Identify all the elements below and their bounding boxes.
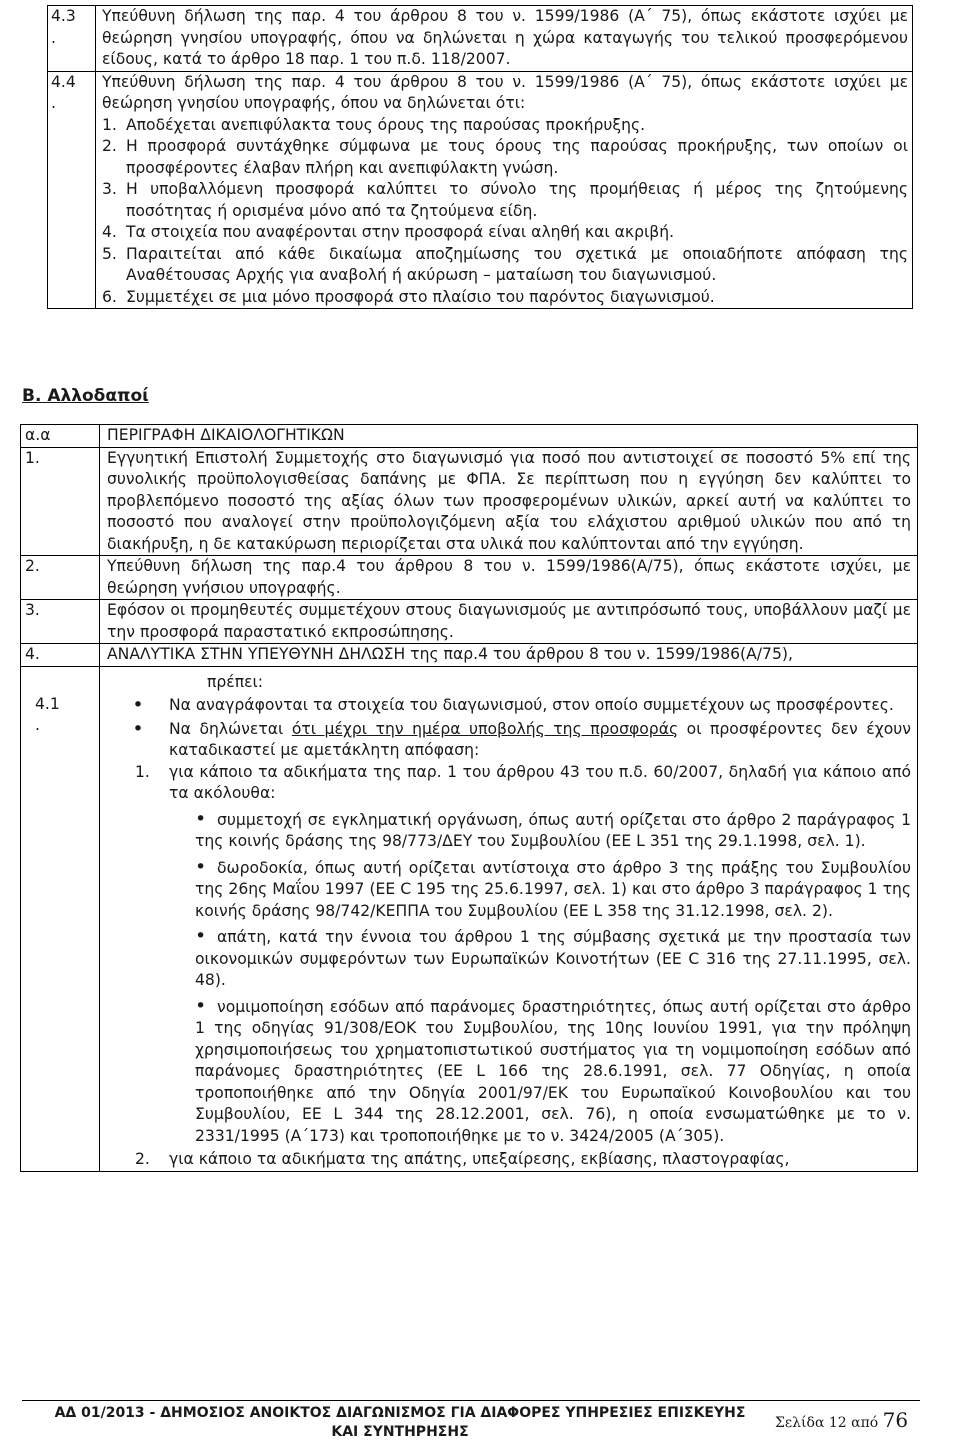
list-text: Τα στοιχεία που αναφέρονται στην προσφορά είναι αληθή και ακριβή. <box>126 223 675 241</box>
list-text: • δωροδοκία, όπως αυτή ορίζεται αντίστοιχα στο άρθρο 3 της πράξης του Συμβουλίου της 26ης Μαΐου 1997 (ΕΕ C 195 της 25.6.1997, σελ. 1) και στο άρθρο 3 παράγραφος 1 της κοινής δράσης 98/742/ΚΕΠΠΑ του Συμβουλίου (ΕΕ L 358 της 31.12.1998, σελ. 2). <box>195 855 911 920</box>
item-body <box>96 71 913 309</box>
item-intro: Υπεύθυνη δήλωση της παρ. 4 του άρθρου 8 του ν. 1599/1986 (Α΄ 75), όπως εκάστοτε ισχύει με θεώρηση γνησίου υπογραφής, όπου να δηλώνεται ότι: <box>102 72 908 112</box>
row-body <box>100 666 918 1171</box>
list-item <box>107 719 911 762</box>
row-text: ΑΝΑΛΥΤΙΚΑ ΣΤΗΝ ΥΠΕΥΘΥΝΗ ΔΗΛΩΣΗ της παρ.4 του άρθρου 8 του ν. 1599/1986(Α/75), <box>100 644 918 667</box>
table-row <box>21 447 918 556</box>
declaration-list <box>102 115 908 309</box>
table-row <box>21 644 918 667</box>
list-text: Η προσφορά συντάχθηκε σύμφωνα με τους όρους της παρούσας προκήρυξης, των οποίων οι προσφέροντες έλαβαν πλήρη και ανεπιφύλακτη γνώση. <box>126 137 908 177</box>
bullet-text: Να αναγράφονται τα στοιχεία του διαγωνισμού, στον οποίο συμμετέχουν ως προσφέροντες. <box>169 696 894 714</box>
row-number: 1. <box>21 447 100 556</box>
list-text: για κάποιο τα αδικήματα της παρ. 1 του άρθρου 43 του π.δ. 60/2007, δηλαδή για κάποιο από τα ακόλουθα: <box>169 762 911 802</box>
documents-table <box>20 424 918 1172</box>
list-item <box>195 996 911 1148</box>
row-text: Εγγυητική Επιστολή Συμμετοχής στο διαγωνισμό για ποσό που αντιστοιχεί σε ποσοστό 5% επί της συνολικής προϋπολογισθείσας δαπάνης με ΦΠΑ. Σε περίπτωση που η εγγύηση δεν καλύπτει το προβλεπόμενο ποσοστό της αξίας όλων των προσφερομένων υλικών, αρκεί αυτή να καλύπτει το ποσοστό που αναλογεί στην προϋπολογιζόμενη αξία του ελάχιστου αριθμού υλικών που από τη διακήρυξη, η δε κατακύρωση περιορίζεται στα υλικά που καλύπτονται από την εγγύηση. <box>100 447 918 556</box>
list-item <box>102 179 908 222</box>
list-item <box>107 695 911 717</box>
bullet-icon: • <box>195 925 207 947</box>
row-prefix: πρέπει: <box>207 672 264 691</box>
table-row <box>21 666 918 1171</box>
table-row <box>48 71 913 309</box>
list-item <box>102 136 908 179</box>
header-description: ΠΕΡΙΓΡΑΦΗ ΔΙΚΑΙΟΛΟΓΗΤΙΚΩΝ <box>100 425 918 448</box>
list-number: 4. <box>102 223 117 241</box>
list-text: • συμμετοχή σε εγκληματική οργάνωση, όπως αυτή ορίζεται στο άρθρο 2 παράγραφος 1 της κοινής δράσης της 98/773/ΔΕΥ του Συμβουλίου (ΕΕ L 351 της 29.1.1998, σελ. 1). <box>195 807 911 850</box>
item-number: 4.4 . <box>48 71 96 309</box>
bullet-icon: • <box>195 994 207 1017</box>
row-number: 4.1 . <box>21 666 100 1171</box>
table-row <box>21 556 918 600</box>
list-number: 2. <box>102 137 117 155</box>
list-number: 3. <box>102 180 117 198</box>
list-item <box>102 244 908 287</box>
bullet-icon: • <box>132 694 144 716</box>
page-footer <box>0 1400 960 1446</box>
bullet-icon: • <box>195 807 207 830</box>
table-row <box>48 6 913 72</box>
list-item <box>102 287 908 309</box>
footer-divider <box>22 1400 920 1401</box>
list-item <box>102 222 908 244</box>
bullet-text: Να δηλώνεται ότι μέχρι την ημέρα υποβολής της προσφοράς οι προσφέροντες δεν έχουν καταδικαστεί με αμετάκλητη απόφαση: <box>169 719 911 759</box>
list-item <box>195 926 911 992</box>
list-item <box>135 762 911 805</box>
list-number: 2. <box>135 1150 150 1168</box>
list-number: 1. <box>135 762 150 781</box>
bullet-icon: • <box>195 855 207 878</box>
list-text: για κάποιο τα αδικήματα της απάτης, υπεξαίρεσης, εκβίασης, πλαστογραφίας, <box>169 1150 790 1168</box>
row-text: Εφόσον οι προμηθευτές συμμετέχουν στους διαγωνισμούς με αντιπρόσωπό τους, υποβάλλουν μαζί με την προσφορά παραστατικό εκπροσώπησης. <box>100 600 918 644</box>
section-heading: Β. Αλλοδαποί <box>22 386 149 406</box>
table-row <box>21 600 918 644</box>
bullet-icon: • <box>132 717 144 740</box>
row-text: Υπεύθυνη δήλωση της παρ.4 του άρθρου 8 του ν. 1599/1986(Α/75), όπως εκάστοτε ισχύει, με θεώρηση γνήσιου υπογραφής. <box>100 556 918 600</box>
list-text: Συμμετέχει σε μια μόνο προσφορά στο πλαίσιο του παρόντος διαγωνισμού. <box>126 287 715 306</box>
table-header-row <box>21 425 918 448</box>
list-text: Αποδέχεται ανεπιφύλακτα τους όρους της παρούσας προκήρυξης. <box>126 115 646 134</box>
page-number: Σελίδα 12 από 76 <box>775 1408 909 1432</box>
item-text: Υπεύθυνη δήλωση της παρ. 4 του άρθρου 8 του ν. 1599/1986 (Α΄ 75), όπως εκάστοτε ισχύει με θεώρηση γνησίου υπογραφής, όπου να δηλώνεται η χώρα καταγωγής του τελικού προσφερόμενου είδους, κατά το άρθρο 18 παρ. 1 του π.δ. 118/2007. <box>96 6 913 72</box>
declarations-table <box>47 5 913 309</box>
list-text: Η υποβαλλόμενη προσφορά καλύπτει το σύνολο της προμήθειας ή μέρος της ζητούμενης ποσότητας ή ορισμένα μόνο από τα ζητούμενα είδη. <box>126 180 908 220</box>
row-number: 3. <box>21 600 100 644</box>
list-item <box>195 809 911 853</box>
list-text: • νομιμοποίηση εσόδων από παράνομες δραστηριότητες, όπως αυτή ορίζεται στο άρθρο 1 της οδηγίας 91/308/ΕΟΚ του Συμβουλίου, της 10ης Ιουνίου 1991, για την πρόληψη χρησιμοποιήσεως του χρηματοπιστωτικού συστήματος για τη νομιμοποίηση εσόδων από παράνομες δραστηριότητες (ΕΕ L 166 της 28.6.1991, σελ. 77 Οδηγίας, η οποία τροποποιήθηκε από την Οδηγία 2001/97/ΕΚ του Ευρωπαϊκού Κοινοβουλίου και του Συμβουλίου, ΕΕ L 344 της 28.12.2001, σελ. 76), η οποία ενσωματώθηκε με το ν. 2331/1995 (Α΄173) και τροποποιήθηκε με το ν. 3424/2005 (Α΄305). <box>195 994 911 1145</box>
list-item <box>135 1149 911 1171</box>
list-item <box>102 115 908 137</box>
list-text: Παραιτείται από κάθε δικαίωμα αποζημίωσης του σχετικά με οποιαδήποτε απόφαση της Αναθέτουσας Αρχής για αναβολή ή ακύρωση – ματαίωση του διαγωνισμού. <box>126 244 908 284</box>
list-text: • απάτη, κατά την έννοια του άρθρου 1 της σύμβασης σχετικά με την προστασία των οικονομικών συμφερόντων των Ευρωπαϊκών Κοινοτήτων (ΕΕ C 316 της 27.11.1995, σελ. 48). <box>195 925 911 989</box>
list-item <box>195 857 911 923</box>
row-number: 2. <box>21 556 100 600</box>
list-number: 5. <box>102 244 117 263</box>
row-number: 4. <box>21 644 100 667</box>
item-number: 4.3 . <box>48 6 96 72</box>
list-number: 6. <box>102 287 117 306</box>
header-number: α.α <box>21 425 100 448</box>
footer-title: ΑΔ 01/2013 - ΔΗΜΟΣΙΟΣ ΑΝΟΙΚΤΟΣ ΔΙΑΓΩΝΙΣΜΟΣ ΓΙΑ ΔΙΑΦΟΡΕΣ ΥΠΗΡΕΣΙΕΣ ΕΠΙΣΚΕΥΗΣ ΚΑΙ ΣΥΝΤΗΡΗΣΗΣ <box>54 1405 746 1440</box>
list-number: 1. <box>102 115 117 134</box>
